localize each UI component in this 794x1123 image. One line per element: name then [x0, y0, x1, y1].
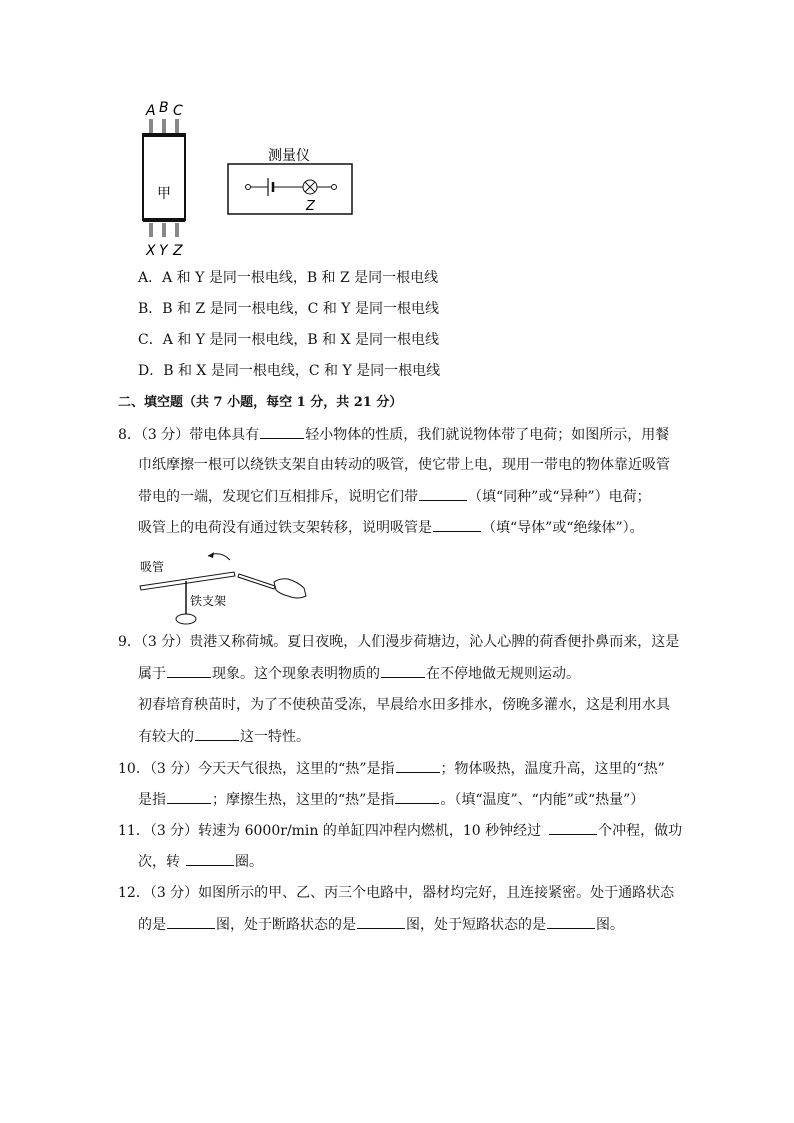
straw-figure [138, 544, 313, 626]
q8-text-1b: 轻小物体的性质，我们就说物体带了电荷；如图所示，用餐 [305, 427, 670, 443]
stand-label: 铁支架 [190, 594, 227, 608]
q10-blank-2[interactable] [167, 789, 211, 804]
q10-blank-1[interactable] [396, 758, 440, 773]
q9-line-2 [138, 663, 580, 684]
q11-text-1b: 个冲程，做功 [598, 823, 683, 839]
q9-text-2a: 属于 [138, 666, 166, 682]
q9-blank-3[interactable] [195, 726, 239, 741]
q9-line-3: 初春培育秧苗时，为了不使秧苗受冻，早晨给水田多排水，傍晚多灌水，这是利用水具 [138, 697, 670, 713]
q8-text-3b: （填“同种”或“异种”）电荷； [468, 489, 651, 505]
q8-blank-2[interactable] [419, 486, 467, 501]
q9-blank-1[interactable] [167, 663, 211, 678]
q8-line-2: 巾纸摩擦一根可以绕铁支架自由转动的吸管，使它带上电，现用一带电的物体靠近吸管 [138, 457, 670, 473]
q8-text-4a: 吸管上的电荷没有通过铁支架转移，说明吸管是 [138, 520, 432, 536]
q9-line-1: 9．（3 分）贵港又称荷城。夏日夜晚，人们漫步荷塘边，沁人心脾的荷香便扑鼻而来，这是 [118, 634, 680, 650]
iron-stand-base [176, 614, 196, 624]
label-c: C [173, 103, 183, 119]
q11-line-1 [118, 820, 682, 841]
straw-label: 吸管 [140, 560, 165, 574]
q12-text-2b: 图，处于断路状态的是 [216, 917, 356, 933]
q11-blank-2[interactable] [186, 851, 234, 866]
q11-text-2b: 圈。 [235, 854, 263, 870]
q12-line-2 [138, 914, 624, 935]
label-x: X [146, 243, 156, 259]
section2-title: 二、填空题（共 7 小题，每空 1 分，共 21 分） [118, 395, 403, 410]
label-a: A [146, 103, 156, 119]
hand-icon [274, 579, 306, 598]
q7-option-a: A．A 和 Y 是同一根电线，B 和 Z 是同一根电线 [138, 270, 439, 286]
q8-line-4 [138, 517, 644, 538]
straw [140, 572, 235, 590]
wire-box-figure [138, 98, 358, 260]
q12-blank-3[interactable] [547, 914, 595, 929]
q8-line-3 [138, 486, 651, 507]
q8-text-4b: （填“导体”或“绝缘体”）。 [482, 520, 644, 536]
q9-text-2c: 在不停地做无规则运动。 [426, 666, 580, 682]
q8-blank-1[interactable] [260, 424, 304, 439]
q10-line-1 [118, 758, 665, 779]
q12-text-2a: 的是 [138, 917, 166, 933]
q12-blank-2[interactable] [357, 914, 405, 929]
box-label: 甲 [157, 186, 171, 202]
q10-text-1a: 10．（3 分）今天天气很热，这里的“热”是指 [118, 761, 395, 777]
q8-text-3a: 带电的一端，发现它们互相排斥，说明它们带 [138, 489, 418, 505]
q7-option-d: D．B 和 X 是同一根电线，C 和 Y 是同一根电线 [138, 363, 441, 379]
q8-line-1 [118, 424, 669, 445]
q10-line-2 [138, 789, 644, 810]
q11-text-2a: 次，转 [138, 854, 180, 870]
q10-blank-3[interactable] [395, 789, 439, 804]
q12-blank-1[interactable] [167, 914, 215, 929]
meter-terminal-label: Z [306, 199, 315, 214]
q10-text-2c: 。（填“温度”、“内能”或“热量”） [440, 792, 645, 808]
q11-line-2 [138, 851, 263, 872]
q9-text-2b: 现象。这个现象表明物质的 [212, 666, 380, 682]
charged-rod [238, 574, 275, 589]
q9-text-4b: 这一特性。 [240, 729, 310, 745]
q12-text-2d: 图。 [596, 917, 624, 933]
q9-blank-2[interactable] [381, 663, 425, 678]
q11-text-1a: 11．（3 分）转速为 6000r/min 的单缸四冲程内燃机，10 秒钟经过 [118, 823, 542, 839]
q12-line-1: 12．（3 分）如图所示的甲、乙、丙三个电路中，器材均完好，且连接紧密。处于通路状态 [118, 885, 675, 901]
label-b: B [159, 100, 169, 116]
label-y: Y [159, 243, 168, 259]
q9-line-4 [138, 726, 310, 747]
q8-blank-3[interactable] [433, 517, 481, 532]
box-jia [143, 134, 185, 220]
q10-text-1b: ；物体吸热，温度升高，这里的“热” [440, 761, 665, 777]
meter-title: 测量仪 [268, 148, 310, 164]
q12-text-2c: 图，处于短路状态的是 [406, 917, 546, 933]
q10-text-2b: ；摩擦生热，这里的“热”是指 [212, 792, 395, 808]
q9-text-4a: 有较大的 [138, 729, 194, 745]
label-z: Z [173, 243, 183, 259]
q10-text-2a: 是指 [138, 792, 166, 808]
q7-option-c: C．A 和 Y 是同一根电线，B 和 X 是同一根电线 [138, 332, 440, 348]
q8-text-1a: 8．（3 分）带电体具有 [118, 427, 260, 443]
q11-blank-1[interactable] [549, 820, 597, 835]
q7-option-b: B．B 和 Z 是同一根电线，C 和 Y 是同一根电线 [138, 301, 439, 317]
